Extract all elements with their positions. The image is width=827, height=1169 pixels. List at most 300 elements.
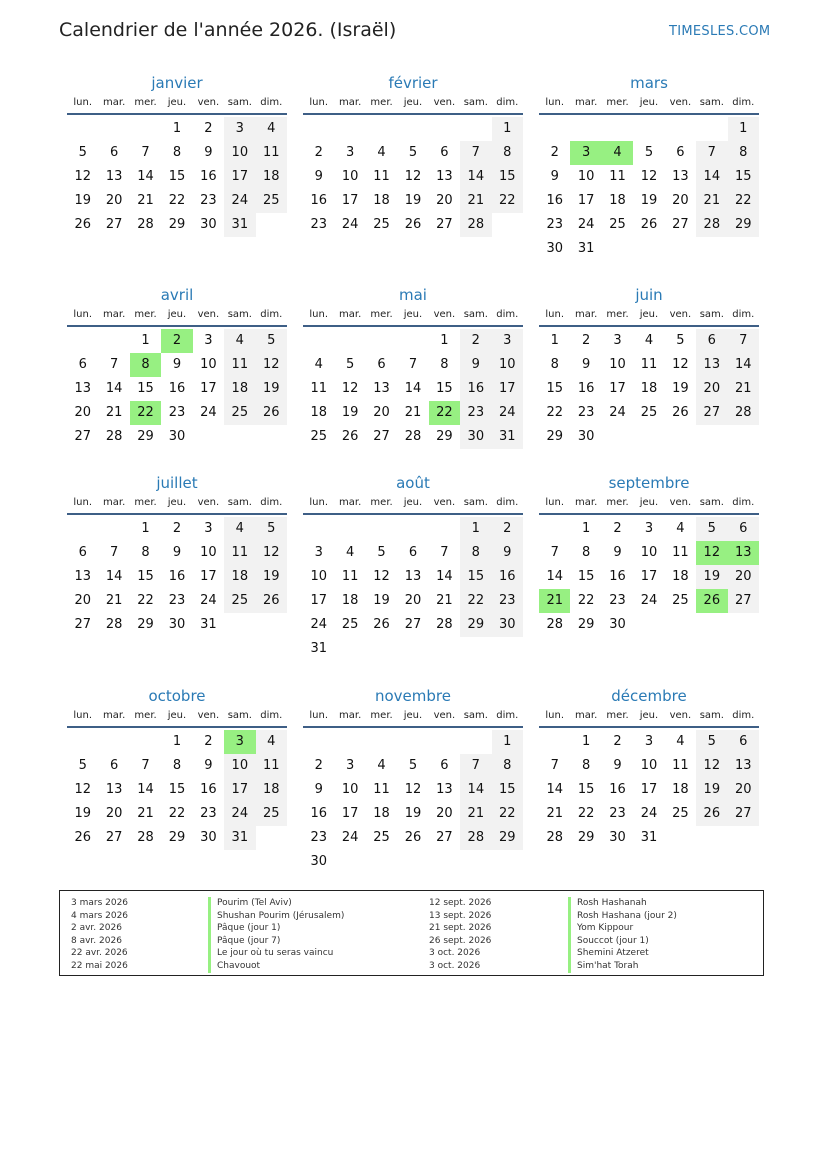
day-cell: 18	[672, 782, 689, 797]
day-cell: 21	[137, 193, 154, 208]
day-cell: 7	[440, 545, 449, 560]
day-cell: 26	[373, 617, 390, 632]
day-cell: 18	[373, 806, 390, 821]
legend-date: 3 oct. 2026	[429, 948, 481, 959]
day-cell: 10	[341, 169, 359, 184]
month-calendar	[539, 474, 759, 637]
day-cell: 4	[377, 758, 386, 773]
month-name: juillet	[156, 474, 198, 492]
empty-cell	[366, 117, 397, 141]
day-cell: 30	[168, 429, 186, 444]
day-cell: 25	[224, 401, 255, 425]
weekday-label: lun.	[73, 710, 93, 721]
month-calendar	[303, 286, 523, 449]
day-cell: 5	[644, 145, 654, 160]
day-grid	[67, 730, 287, 850]
empty-cell	[67, 117, 98, 141]
empty-cell	[397, 517, 428, 541]
day-cell: 12	[640, 169, 658, 184]
month-name: octobre	[148, 687, 206, 705]
legend-dates-right	[429, 897, 491, 973]
month-calendar	[539, 286, 759, 449]
weekday-header	[303, 493, 523, 515]
day-cell: 3	[613, 333, 622, 348]
weekday-label: mer.	[606, 97, 629, 108]
legend-holiday-name: Shemini Atzeret	[568, 947, 677, 960]
weekday-header	[303, 706, 523, 728]
weekday-label: sam.	[699, 497, 724, 508]
day-cell: 25	[373, 830, 390, 845]
empty-cell	[570, 117, 601, 141]
day-cell: 3	[644, 521, 654, 536]
day-cell: 27	[672, 217, 689, 232]
day-cell: 20	[74, 593, 91, 608]
day-cell: 9	[172, 545, 182, 560]
day-cell: 28	[460, 826, 491, 850]
day-cell: 8	[141, 545, 150, 560]
day-cell: 6	[440, 145, 449, 160]
day-cell: 28	[546, 830, 563, 845]
weekday-label: mer.	[134, 97, 157, 108]
empty-cell	[303, 730, 334, 754]
day-cell: 29	[460, 613, 491, 637]
weekday-label: jeu.	[403, 97, 423, 108]
day-cell: 29	[728, 213, 759, 237]
day-cell: 22	[137, 593, 154, 608]
legend-holiday-name: Sim'hat Torah	[568, 960, 677, 973]
weekday-label: ven.	[197, 309, 220, 320]
day-cell: 30	[460, 425, 491, 449]
day-cell: 6	[676, 145, 685, 160]
weekday-header	[539, 305, 759, 327]
empty-cell	[397, 117, 428, 141]
day-cell: 7	[550, 545, 559, 560]
day-cell: 22	[492, 802, 523, 826]
day-cell: 23	[310, 830, 327, 845]
day-cell: 15	[577, 569, 595, 584]
day-cell: 14	[728, 353, 759, 377]
day-cell: 18	[224, 377, 255, 401]
day-cell: 10	[640, 758, 658, 773]
day-cell: 16	[310, 806, 327, 821]
day-cell: 12	[696, 754, 727, 778]
day-cell: 24	[640, 593, 658, 608]
empty-cell	[98, 117, 129, 141]
day-cell: 15	[728, 165, 759, 189]
legend-holiday-name: Pourim (Tel Aviv)	[208, 897, 344, 910]
legend-date: 4 mars 2026	[71, 910, 129, 921]
day-cell: 12	[373, 569, 390, 584]
day-cell: 31	[200, 617, 217, 632]
day-cell: 10	[224, 141, 255, 165]
weekday-label: mer.	[370, 710, 393, 721]
legend-date: 21 sept. 2026	[429, 923, 492, 934]
day-cell: 24	[224, 189, 255, 213]
weekday-label: dim.	[496, 97, 519, 108]
day-cell: 12	[404, 169, 422, 184]
day-cell: 13	[696, 353, 727, 377]
holiday-day: 2	[161, 329, 192, 353]
weekday-label: ven.	[197, 497, 220, 508]
brand-link[interactable]: TIMESLES.COM	[669, 24, 771, 39]
legend-date: 26 sept. 2026	[429, 935, 492, 946]
day-cell: 23	[460, 401, 491, 425]
day-cell: 6	[408, 545, 418, 560]
day-cell: 21	[137, 806, 154, 821]
weekday-label: mar.	[575, 497, 598, 508]
day-cell: 28	[728, 401, 759, 425]
day-cell: 21	[460, 189, 491, 213]
day-cell: 28	[105, 429, 123, 444]
legend-holiday-name: Pâque (jour 1)	[208, 922, 344, 935]
day-cell: 28	[460, 213, 491, 237]
day-cell: 30	[546, 241, 563, 256]
day-cell: 16	[460, 377, 491, 401]
day-cell: 5	[377, 545, 386, 560]
day-cell: 24	[492, 401, 523, 425]
day-cell: 9	[492, 541, 523, 565]
day-cell: 10	[577, 169, 595, 184]
weekday-label: ven.	[669, 710, 692, 721]
day-cell: 9	[172, 357, 182, 372]
day-cell: 7	[460, 141, 491, 165]
day-cell: 16	[577, 381, 595, 396]
day-cell: 29	[492, 826, 523, 850]
day-cell: 23	[492, 589, 523, 613]
weekday-label: mer.	[134, 309, 157, 320]
day-cell: 20	[436, 193, 453, 208]
weekday-label: sam.	[227, 710, 252, 721]
day-grid	[303, 117, 523, 237]
day-cell: 11	[341, 569, 359, 584]
day-cell: 14	[460, 778, 491, 802]
weekday-header	[539, 493, 759, 515]
day-cell: 24	[341, 830, 359, 845]
weekday-label: mer.	[606, 497, 629, 508]
day-cell: 24	[200, 405, 217, 420]
month-calendar	[303, 74, 523, 237]
day-cell: 28	[404, 429, 422, 444]
day-cell: 1	[492, 730, 523, 754]
weekday-label: lun.	[309, 97, 329, 108]
day-cell: 9	[613, 758, 622, 773]
day-cell: 19	[256, 565, 287, 589]
day-cell: 26	[341, 429, 359, 444]
day-cell: 30	[492, 613, 523, 637]
weekday-label: dim.	[732, 97, 755, 108]
weekday-label: jeu.	[403, 710, 423, 721]
day-cell: 22	[460, 589, 491, 613]
day-cell: 17	[224, 778, 255, 802]
day-cell: 17	[609, 381, 626, 396]
day-cell: 21	[728, 377, 759, 401]
day-cell: 3	[314, 545, 323, 560]
day-cell: 26	[256, 589, 287, 613]
day-cell: 7	[696, 141, 727, 165]
day-cell: 11	[373, 169, 390, 184]
month-name: novembre	[375, 687, 451, 705]
day-cell: 24	[640, 806, 658, 821]
day-cell: 31	[640, 830, 658, 845]
weekday-label: mer.	[370, 97, 393, 108]
day-cell: 18	[310, 405, 327, 420]
holiday-day: 26	[696, 589, 727, 613]
day-cell: 18	[341, 593, 359, 608]
day-cell: 17	[640, 569, 658, 584]
day-cell: 13	[373, 381, 390, 396]
day-cell: 15	[492, 778, 523, 802]
day-cell: 20	[74, 405, 91, 420]
day-cell: 22	[546, 405, 563, 420]
day-cell: 15	[577, 782, 595, 797]
month-name: septembre	[608, 474, 690, 492]
day-cell: 14	[460, 165, 491, 189]
weekday-label: ven.	[433, 497, 456, 508]
day-cell: 27	[74, 617, 91, 632]
day-cell: 22	[577, 593, 595, 608]
weekday-label: sam.	[699, 97, 724, 108]
day-cell: 26	[404, 217, 422, 232]
day-cell: 9	[314, 169, 323, 184]
day-cell: 10	[341, 782, 359, 797]
day-cell: 11	[640, 357, 658, 372]
day-cell: 23	[200, 806, 217, 821]
day-cell: 21	[460, 802, 491, 826]
day-cell: 3	[345, 145, 355, 160]
weekday-label: lun.	[309, 497, 329, 508]
day-cell: 20	[728, 565, 759, 589]
day-cell: 14	[404, 381, 422, 396]
empty-cell	[460, 117, 491, 141]
day-cell: 11	[224, 541, 255, 565]
empty-cell	[98, 329, 129, 353]
day-cell: 7	[109, 357, 119, 372]
day-cell: 8	[728, 141, 759, 165]
day-cell: 15	[460, 565, 491, 589]
day-cell: 3	[492, 329, 523, 353]
weekday-label: lun.	[545, 97, 565, 108]
day-cell: 20	[404, 593, 422, 608]
day-cell: 11	[672, 758, 689, 773]
day-cell: 25	[256, 802, 287, 826]
holiday-day: 21	[539, 589, 570, 613]
weekday-label: lun.	[73, 497, 93, 508]
day-cell: 1	[440, 333, 449, 348]
legend-holiday-name: Chavouot	[208, 960, 344, 973]
day-cell: 30	[200, 830, 217, 845]
empty-cell	[130, 730, 161, 754]
day-cell: 12	[672, 357, 689, 372]
holiday-day: 8	[130, 353, 161, 377]
day-cell: 27	[74, 429, 91, 444]
day-cell: 16	[168, 569, 186, 584]
day-cell: 18	[373, 193, 390, 208]
holiday-legend	[59, 890, 764, 976]
legend-holiday-name: Le jour où tu seras vaincu	[208, 947, 344, 960]
day-cell: 8	[581, 758, 591, 773]
empty-cell	[130, 117, 161, 141]
day-cell: 25	[672, 806, 689, 821]
legend-date: 3 mars 2026	[71, 898, 129, 908]
day-cell: 1	[728, 117, 759, 141]
day-cell: 30	[577, 429, 595, 444]
day-cell: 8	[581, 545, 591, 560]
day-cell: 1	[172, 734, 182, 749]
empty-cell	[67, 329, 98, 353]
day-cell: 18	[256, 165, 287, 189]
day-cell: 5	[676, 333, 685, 348]
day-cell: 20	[696, 377, 727, 401]
day-cell: 16	[200, 782, 217, 797]
day-cell: 27	[728, 802, 759, 826]
day-cell: 19	[696, 565, 727, 589]
day-cell: 15	[492, 165, 523, 189]
holiday-day: 3	[570, 141, 601, 165]
weekday-label: mer.	[134, 710, 157, 721]
holiday-day: 4	[602, 141, 633, 165]
empty-cell	[366, 329, 397, 353]
day-cell: 6	[377, 357, 386, 372]
day-cell: 17	[640, 782, 658, 797]
day-cell: 14	[696, 165, 727, 189]
weekday-label: dim.	[732, 497, 755, 508]
day-cell: 22	[492, 189, 523, 213]
day-cell: 23	[168, 405, 186, 420]
day-cell: 18	[672, 569, 689, 584]
day-cell: 23	[609, 806, 626, 821]
day-cell: 1	[460, 517, 491, 541]
day-cell: 17	[341, 806, 359, 821]
weekday-label: jeu.	[403, 497, 423, 508]
day-cell: 29	[577, 830, 595, 845]
day-cell: 1	[172, 121, 182, 136]
day-cell: 5	[256, 329, 287, 353]
legend-dates-left	[71, 897, 128, 973]
weekday-label: mer.	[606, 309, 629, 320]
month-calendar	[539, 687, 759, 850]
day-cell: 25	[341, 617, 359, 632]
day-cell: 7	[408, 357, 418, 372]
day-cell: 16	[168, 381, 186, 396]
day-cell: 18	[224, 565, 255, 589]
day-cell: 29	[137, 429, 154, 444]
day-cell: 29	[546, 429, 563, 444]
legend-names-left	[208, 897, 344, 973]
weekday-label: sam.	[227, 497, 252, 508]
day-cell: 19	[696, 778, 727, 802]
day-cell: 22	[168, 806, 186, 821]
day-cell: 28	[105, 617, 123, 632]
day-cell: 13	[436, 169, 453, 184]
day-cell: 27	[728, 589, 759, 613]
empty-cell	[303, 329, 334, 353]
weekday-label: mar.	[103, 309, 126, 320]
empty-cell	[334, 730, 365, 754]
day-cell: 27	[696, 401, 727, 425]
weekday-label: jeu.	[403, 309, 423, 320]
day-cell: 20	[672, 193, 689, 208]
day-cell: 15	[546, 381, 563, 396]
legend-holiday-name: Shushan Pourim (Jérusalem)	[208, 910, 344, 923]
empty-cell	[539, 730, 570, 754]
day-cell: 14	[546, 782, 563, 797]
weekday-header	[67, 305, 287, 327]
day-cell: 12	[256, 353, 287, 377]
weekday-label: sam.	[463, 309, 488, 320]
weekday-label: ven.	[197, 97, 220, 108]
day-cell: 25	[224, 589, 255, 613]
day-cell: 24	[577, 217, 595, 232]
empty-cell	[303, 517, 334, 541]
day-cell: 10	[200, 545, 217, 560]
day-cell: 29	[577, 617, 595, 632]
month-calendar	[67, 286, 287, 449]
weekday-label: jeu.	[639, 497, 659, 508]
day-grid	[67, 517, 287, 637]
day-cell: 5	[696, 517, 727, 541]
legend-holiday-name: Yom Kippour	[568, 922, 677, 935]
day-cell: 12	[74, 169, 91, 184]
day-cell: 7	[109, 545, 119, 560]
month-calendar	[539, 74, 759, 261]
day-cell: 11	[672, 545, 689, 560]
day-cell: 4	[224, 329, 255, 353]
day-cell: 28	[137, 217, 154, 232]
day-cell: 24	[224, 802, 255, 826]
day-cell: 20	[728, 778, 759, 802]
day-cell: 28	[546, 617, 563, 632]
day-cell: 26	[672, 405, 689, 420]
day-cell: 1	[492, 117, 523, 141]
day-cell: 20	[105, 806, 123, 821]
day-cell: 12	[404, 782, 422, 797]
day-cell: 15	[436, 381, 453, 396]
day-cell: 20	[105, 193, 123, 208]
day-cell: 23	[609, 593, 626, 608]
legend-holiday-name: Souccot (jour 1)	[568, 935, 677, 948]
weekday-label: jeu.	[167, 497, 187, 508]
day-cell: 3	[204, 333, 213, 348]
day-cell: 1	[141, 521, 150, 536]
day-grid	[539, 730, 759, 850]
weekday-label: mer.	[370, 497, 393, 508]
holiday-day: 3	[224, 730, 255, 754]
day-cell: 2	[314, 758, 323, 773]
month-name: mai	[399, 286, 427, 304]
day-cell: 26	[74, 217, 91, 232]
day-cell: 16	[200, 169, 217, 184]
day-cell: 28	[696, 213, 727, 237]
day-cell: 31	[224, 826, 255, 850]
day-cell: 29	[168, 830, 186, 845]
day-cell: 9	[613, 545, 622, 560]
day-cell: 24	[310, 617, 327, 632]
page-title: Calendrier de l'année 2026. (Israël)	[59, 19, 397, 41]
day-cell: 4	[224, 517, 255, 541]
day-cell: 14	[546, 569, 563, 584]
day-cell: 23	[200, 193, 217, 208]
day-cell: 18	[256, 778, 287, 802]
day-cell: 5	[78, 758, 87, 773]
holiday-day: 12	[696, 541, 727, 565]
day-cell: 25	[373, 217, 390, 232]
day-cell: 20	[373, 405, 390, 420]
day-cell: 7	[141, 758, 150, 773]
weekday-header	[539, 93, 759, 115]
weekday-label: lun.	[309, 309, 329, 320]
legend-date: 13 sept. 2026	[429, 910, 492, 921]
weekday-label: mar.	[103, 97, 126, 108]
